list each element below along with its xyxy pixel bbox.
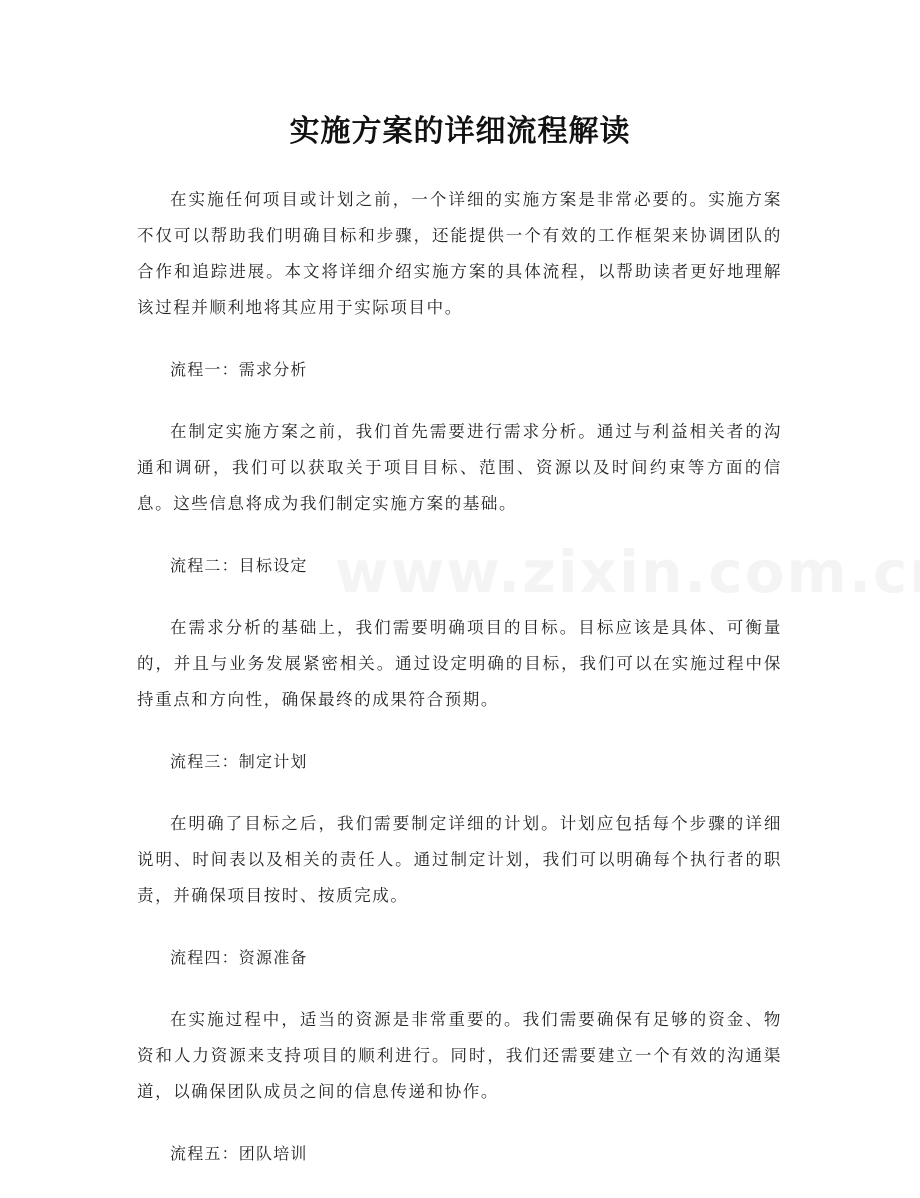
section-heading-2: 流程二：目标设定 — [170, 556, 308, 575]
section-paragraph-4: 在实施过程中，适当的资源是非常重要的。我们需要确保有足够的资金、物资和人力资源来支持项目的顺利进行。同时，我们还需要建立一个有效的沟通渠道，以确保团队成员之间的信息传递和协作。 — [137, 1010, 782, 1101]
section-heading-4: 流程四：资源准备 — [170, 948, 308, 967]
section-paragraph-3: 在明确了目标之后，我们需要制定详细的计划。计划应包括每个步骤的详细说明、时间表以及相关的责任人。通过制定计划，我们可以明确每个执行者的职责，并确保项目按时、按质完成。 — [137, 814, 782, 905]
section-heading-5: 流程五：团队培训 — [170, 1144, 308, 1163]
section-heading-1: 流程一：需求分析 — [170, 360, 308, 379]
document-body — [137, 182, 782, 1198]
intro-paragraph: 在实施任何项目或计划之前，一个详细的实施方案是非常必要的。实施方案不仅可以帮助我们明确目标和步骤，还能提供一个有效的工作框架来协调团队的合作和追踪进展。本文将详细介绍实施方案的具体流程，以帮助读者更好地理解该过程并顺利地将其应用于实际项目中。 — [137, 190, 782, 317]
page-title: 实施方案的详细流程解读 — [289, 114, 631, 149]
section-heading-3: 流程三：制定计划 — [170, 752, 308, 771]
section-paragraph-2: 在需求分析的基础上，我们需要明确项目的目标。目标应该是具体、可衡量的，并且与业务发展紧密相关。通过设定明确的目标，我们可以在实施过程中保持重点和方向性，确保最终的成果符合预期。 — [137, 618, 782, 709]
section-paragraph-1: 在制定实施方案之前，我们首先需要进行需求分析。通过与利益相关者的沟通和调研，我们可以获取关于项目目标、范围、资源以及时间约束等方面的信息。这些信息将成为我们制定实施方案的基础。 — [137, 422, 782, 513]
